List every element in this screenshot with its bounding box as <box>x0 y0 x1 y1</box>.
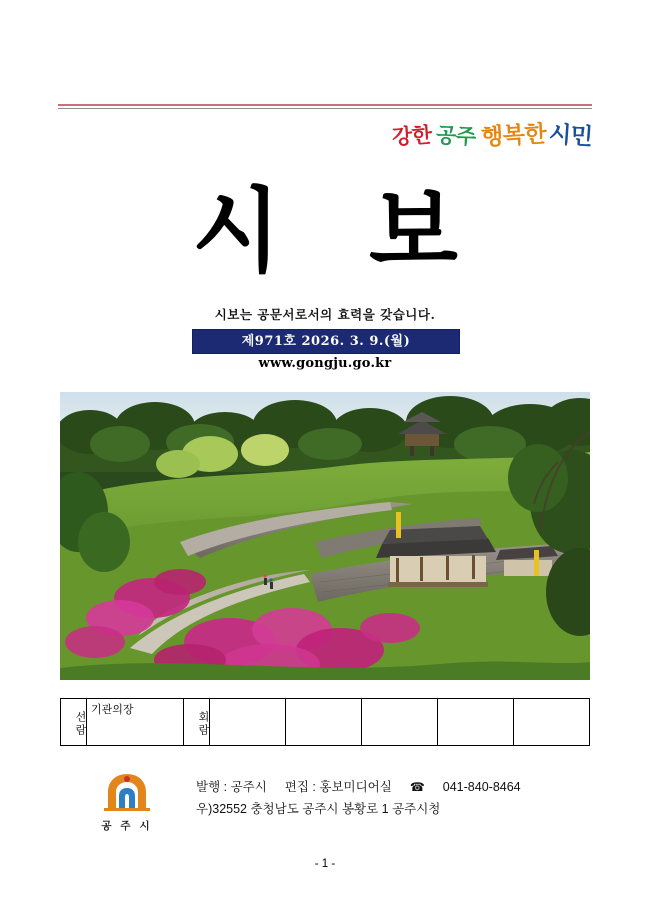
header-rule-thin <box>58 108 592 109</box>
issue-number-bar: 제971호 2026. 3. 9.(월) <box>192 329 460 354</box>
header-rule-thick <box>58 104 592 106</box>
hanok-building <box>376 526 496 587</box>
phone-number: 041-840-8464 <box>442 780 521 794</box>
cell-hoeram-label: 회람 <box>184 699 210 746</box>
cell-agency-head: 기관의장 <box>87 699 184 746</box>
cell-blank-2 <box>286 699 362 746</box>
phone-icon: ☎ <box>409 780 425 794</box>
cell-seonram-label: 선람 <box>61 699 87 746</box>
slogan-part-2: 공주 <box>435 123 477 150</box>
cell-blank-5 <box>514 699 590 746</box>
cell-blank-4 <box>438 699 514 746</box>
receipt-stamp-table <box>60 698 590 746</box>
footer-info <box>196 776 596 820</box>
cell-blank-3 <box>362 699 438 746</box>
publisher-label: 발행 : 공주시 <box>196 780 267 794</box>
slogan-part-3: 행복한 <box>480 120 548 150</box>
footer-line-1 <box>196 776 596 798</box>
editor-label: 편집 : 홍보미디어실 <box>284 780 392 794</box>
city-emblem <box>96 770 158 832</box>
slogan-part-4: 시민 <box>547 120 593 150</box>
slogan-part-1: 강한 <box>391 123 433 150</box>
gongju-emblem-icon <box>102 770 152 812</box>
page-number: - 1 - <box>314 858 336 870</box>
header-rule <box>58 104 592 109</box>
page-title: 시보 <box>192 178 546 285</box>
city-slogan <box>352 118 592 152</box>
cell-blank-1 <box>210 699 286 746</box>
table-row <box>61 699 590 746</box>
cover-photo-illustration <box>60 392 590 680</box>
footer-address: 우)32552 충청남도 공주시 봉황로 1 공주시청 <box>196 802 441 816</box>
legal-notice: 시보는 공문서로서의 효력을 갖습니다. <box>214 307 436 322</box>
emblem-label: 공 주 시 <box>101 820 153 832</box>
cover-photo <box>60 392 590 680</box>
website-url: www.gongju.go.kr <box>258 356 392 371</box>
